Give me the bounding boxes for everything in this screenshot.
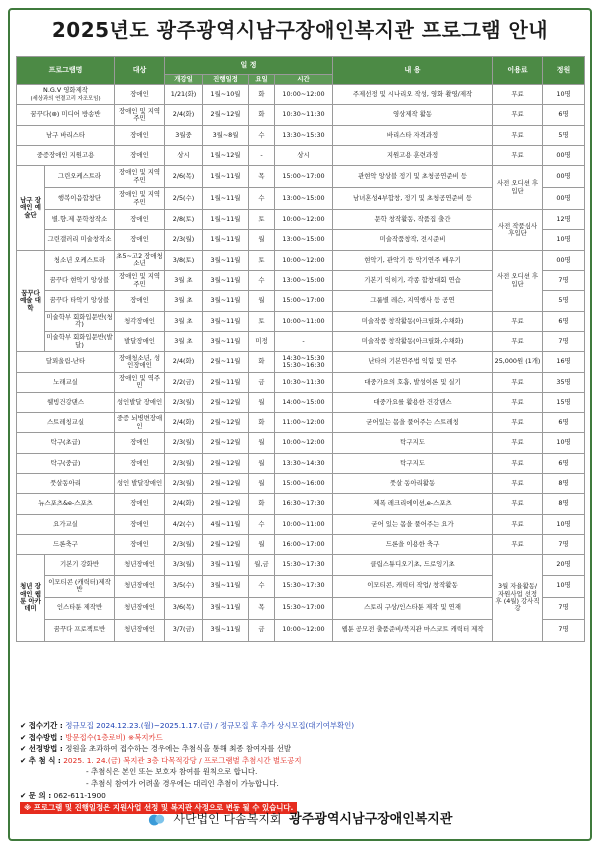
program-content: 이모티콘, 캐릭터 작업/ 창작활동 <box>333 575 493 597</box>
program-fee: 무료 <box>493 413 543 433</box>
program-content: 대중가요를 활용한 건강댄스 <box>333 392 493 412</box>
program-day: 화 <box>249 85 275 105</box>
program-capacity: 10명 <box>543 514 585 534</box>
program-period: 1월~11월 <box>203 188 249 210</box>
program-capacity: 10명 <box>543 230 585 250</box>
program-fee: 무료 <box>493 125 543 145</box>
table-row <box>17 534 585 554</box>
program-name: 꿈꾸다 타악기 앙상블 <box>45 291 115 311</box>
program-name: 남구 바리스타 <box>17 125 115 145</box>
program-open: 3월 초 <box>165 271 203 291</box>
program-fee: 무료 <box>493 494 543 514</box>
program-day: 화 <box>249 352 275 372</box>
program-capacity: 7명 <box>543 271 585 291</box>
program-capacity: 16명 <box>543 352 585 372</box>
program-name: 노래교실 <box>17 372 115 392</box>
program-period: 4월~11월 <box>203 514 249 534</box>
program-fee-merged: 사전 오디션 후 입단 <box>493 166 543 210</box>
program-capacity: 6명 <box>543 311 585 331</box>
program-target: 장애인 <box>115 453 165 473</box>
program-open: 3월중 <box>165 125 203 145</box>
table-row <box>17 494 585 514</box>
program-capacity: 6명 <box>543 453 585 473</box>
note-draw-detail-1: - 추첨식은 본인 또는 보호자 참여를 원칙으로 합니다. <box>86 767 258 777</box>
program-name: 그린오케스트라 <box>45 166 115 188</box>
program-fee: 무료 <box>493 474 543 494</box>
program-content: 영상제작 활동 <box>333 105 493 125</box>
table-row <box>17 105 585 125</box>
program-time: 10:00~12:00 <box>275 433 333 453</box>
program-time: 10:00~12:00 <box>275 250 333 270</box>
group-arts-troupe: 남구 장애인 예술단 <box>17 166 45 251</box>
program-content: 클립스튜디오기초, 드로잉기초 <box>333 555 493 575</box>
program-time: 15:30~17:30 <box>275 555 333 575</box>
program-open: 2/5(수) <box>165 188 203 210</box>
program-content: 관현악 앙상블 정기 및 초청공연준비 등 <box>333 166 493 188</box>
program-capacity: 00명 <box>543 145 585 165</box>
program-open: 2/3(월) <box>165 453 203 473</box>
program-name: 뉴스포츠&e-스포츠 <box>17 494 115 514</box>
program-time: 15:30~17:00 <box>275 597 333 619</box>
program-name: 별.향.제 문학창작소 <box>45 210 115 230</box>
program-target: 장애인 및 지역주민 <box>115 271 165 291</box>
program-period: 2월~12월 <box>203 494 249 514</box>
program-name: 달꾀울림-난타 <box>17 352 115 372</box>
program-name: 풋살동아리 <box>17 474 115 494</box>
program-fee: 무료 <box>493 453 543 473</box>
header-fee: 이용료 <box>493 57 543 85</box>
program-name: 미술학부 회화입문반(청각) <box>45 311 115 331</box>
program-open: 2/4(화) <box>165 494 203 514</box>
program-name: 탁구(중급) <box>17 453 115 473</box>
program-content: 문학 창작활동, 작품집 출간 <box>333 210 493 230</box>
program-time: 13:00~15:00 <box>275 271 333 291</box>
table-row <box>17 352 585 372</box>
program-content: 바리스타 자격과정 <box>333 125 493 145</box>
program-content: 드론을 이용한 축구 <box>333 534 493 554</box>
program-content: 굳어있는 몸을 풀어주는 스트레칭 <box>333 413 493 433</box>
program-day: 월 <box>249 230 275 250</box>
notes-section <box>20 720 580 814</box>
program-open: 2/2(금) <box>165 372 203 392</box>
table-row <box>17 474 585 494</box>
program-content: 현악기, 관악기 등 악기연주 배우기 <box>333 250 493 270</box>
program-time: 10:30~11:30 <box>275 372 333 392</box>
program-day: 수 <box>249 514 275 534</box>
program-period: 1월~12월 <box>203 145 249 165</box>
program-open: 2/3(월) <box>165 230 203 250</box>
program-content: 미술작품 창작활동(아크릴화,수채화) <box>333 331 493 351</box>
header-content: 내 용 <box>333 57 493 85</box>
program-time: 10:00~12:00 <box>275 210 333 230</box>
program-fee: 무료 <box>493 433 543 453</box>
program-day: 토 <box>249 311 275 331</box>
program-time: 16:00~17:00 <box>275 534 333 554</box>
program-capacity: 20명 <box>543 555 585 575</box>
program-target: 장애인 <box>115 145 165 165</box>
program-open: 2/6(목) <box>165 166 203 188</box>
program-period: 3월~11월 <box>203 291 249 311</box>
program-fee: 무료 <box>493 85 543 105</box>
program-period: 1월~11월 <box>203 166 249 188</box>
program-name: 청소년 오케스트라 <box>45 250 115 270</box>
program-time: 10:00~12:00 <box>275 85 333 105</box>
program-time: 16:30~17:30 <box>275 494 333 514</box>
program-capacity: 00명 <box>543 188 585 210</box>
program-open: 상시 <box>165 145 203 165</box>
program-content: 탁구지도 <box>333 453 493 473</box>
program-capacity: 15명 <box>543 392 585 412</box>
program-day: 금 <box>249 372 275 392</box>
program-open: 2/4(화) <box>165 105 203 125</box>
program-day: 화 <box>249 494 275 514</box>
note-contact: ✔ 문 의 : 062-611-1900 <box>20 790 106 800</box>
table-row <box>17 311 585 331</box>
program-period: 1월~10월 <box>203 85 249 105</box>
program-capacity: 00명 <box>543 166 585 188</box>
program-capacity: 7명 <box>543 331 585 351</box>
program-open: 4/2(수) <box>165 514 203 534</box>
program-open: 3/8(토) <box>165 250 203 270</box>
note-draw: ✔ 추 첨 식 : 2025. 1. 24.(금) 복지관 3층 다목적강당 / 프로그램별 추첨시간 별도공지 <box>20 755 302 765</box>
program-period: 2월~12월 <box>203 453 249 473</box>
program-target: 장애인 <box>115 85 165 105</box>
program-capacity: 6명 <box>543 105 585 125</box>
footer-corp-name: 사단법인 다솜복지회 <box>173 812 282 826</box>
program-capacity: 12명 <box>543 210 585 230</box>
program-target: 장애인 <box>115 230 165 250</box>
header-time: 시간 <box>275 75 333 85</box>
program-day: 목 <box>249 166 275 188</box>
header-day: 요일 <box>249 75 275 85</box>
program-day: 월 <box>249 453 275 473</box>
program-open: 3/7(금) <box>165 619 203 641</box>
program-content: 스토리 구상/인스타툰 제작 및 연재 <box>333 597 493 619</box>
table-row <box>17 166 585 188</box>
program-name: 탁구(초급) <box>17 433 115 453</box>
organization-logo-icon <box>148 811 166 829</box>
program-time: 15:00~16:00 <box>275 474 333 494</box>
program-open: 2/4(화) <box>165 352 203 372</box>
program-name: 요가교실 <box>17 514 115 534</box>
footer-org-name: 광주광역시남구장애인복지관 <box>289 812 453 827</box>
program-period: 3월~8월 <box>203 125 249 145</box>
program-content: 기본기 익히기, 각종 합창대회 연습 <box>333 271 493 291</box>
header-capacity: 정원 <box>543 57 585 85</box>
program-day: 목 <box>249 597 275 619</box>
program-day: 토 <box>249 250 275 270</box>
program-target: 청년장애인 <box>115 597 165 619</box>
program-day: 수 <box>249 125 275 145</box>
program-content: 지원고용 훈련과정 <box>333 145 493 165</box>
table-row <box>17 145 585 165</box>
program-open: 2/8(토) <box>165 210 203 230</box>
program-period: 2월~12월 <box>203 105 249 125</box>
program-day: 토 <box>249 210 275 230</box>
program-period: 3월~11월 <box>203 575 249 597</box>
table-row <box>17 372 585 392</box>
program-capacity: 7명 <box>543 619 585 641</box>
program-day: 월 <box>249 534 275 554</box>
program-day: 화 <box>249 413 275 433</box>
program-target: 장애청소년, 성인장애인 <box>115 352 165 372</box>
program-content: 미술작품창작, 전시준비 <box>333 230 493 250</box>
program-day: - <box>249 145 275 165</box>
program-day: 월,금 <box>249 555 275 575</box>
program-time: 상시 <box>275 145 333 165</box>
program-target: 성인발달 장애인 <box>115 392 165 412</box>
program-table-wrapper <box>16 56 584 642</box>
program-name: 꿈꾸다 프로젝트반 <box>45 619 115 641</box>
program-name: 그린갤러리 미술창작소 <box>45 230 115 250</box>
program-open: 3/3(월) <box>165 555 203 575</box>
note-draw-detail-2: - 추첨식 참여가 어려울 경우에는 대리인 추첨이 가능합니다. <box>86 778 279 788</box>
program-period: 2월~11월 <box>203 372 249 392</box>
program-time: 15:00~17:00 <box>275 166 333 188</box>
program-time: 13:30~15:30 <box>275 125 333 145</box>
program-fee-merged: 사전 작품심사 후입단 <box>493 210 543 251</box>
program-period: 3월~11월 <box>203 331 249 351</box>
program-content: 대중가요의 호흡, 발성이론 및 실기 <box>333 372 493 392</box>
program-target: 장애인 및 지역주민 <box>115 166 165 188</box>
program-table <box>16 56 585 642</box>
program-day: 월 <box>249 433 275 453</box>
table-row <box>17 453 585 473</box>
program-capacity: 7명 <box>543 597 585 619</box>
program-capacity: 10명 <box>543 433 585 453</box>
program-time: 15:30~17:30 <box>275 575 333 597</box>
page-title: 2025년도 광주광역시남구장애인복지관 프로그램 안내 <box>51 18 549 42</box>
program-period: 2월~12월 <box>203 433 249 453</box>
program-capacity: 10명 <box>543 575 585 597</box>
header-target: 대상 <box>115 57 165 85</box>
program-name: 인스타툰 제작반 <box>45 597 115 619</box>
program-day: 금 <box>249 619 275 641</box>
program-time: 14:30~15:30 15:30~16:30 <box>275 352 333 372</box>
program-open: 2/3(월) <box>165 433 203 453</box>
program-name: 행복이음합창단 <box>45 188 115 210</box>
program-name: 꿈꾸다 현악기 앙상블 <box>45 271 115 291</box>
program-open: 2/3(월) <box>165 474 203 494</box>
program-capacity: 8명 <box>543 474 585 494</box>
program-period: 1월~11월 <box>203 210 249 230</box>
program-period: 3월~11월 <box>203 250 249 270</box>
program-period: 2월~12월 <box>203 534 249 554</box>
program-target: 장애인 <box>115 291 165 311</box>
program-content: 미술작품 창작활동(아크릴화,수채화) <box>333 311 493 331</box>
program-name: N.G.V 영화제작 (세상과의 연결고리 자조모임) <box>17 85 115 105</box>
program-target: 청년장애인 <box>115 619 165 641</box>
program-target: 장애인 <box>115 125 165 145</box>
program-content: 남녀혼성4부합창, 정기 및 초청공연준비 등 <box>333 188 493 210</box>
program-fee-merged: 사전 오디션 후 입단 <box>493 250 543 311</box>
header-open-date: 개강일 <box>165 75 203 85</box>
header-program: 프로그램명 <box>17 57 115 85</box>
program-time: 11:00~12:00 <box>275 413 333 433</box>
program-time: 10:00~11:00 <box>275 311 333 331</box>
program-fee: 무료 <box>493 145 543 165</box>
table-row <box>17 392 585 412</box>
program-target: 청년장애인 <box>115 555 165 575</box>
program-fee: 무료 <box>493 311 543 331</box>
program-name: 기본기 강화반 <box>45 555 115 575</box>
note-warning-banner: ※ 프로그램 및 진행일정은 지원사업 선정 및 복지관 사정으로 변동 될 수 있습니다. <box>20 802 297 814</box>
program-fee: 25,000원 (1개) <box>493 352 543 372</box>
program-content: 웹툰 공모전 출품준비/북지관 마스코트 캐릭터 제작 <box>333 619 493 641</box>
program-time: 10:00~12:00 <box>275 619 333 641</box>
program-period: 3월~11월 <box>203 555 249 575</box>
program-day: 수 <box>249 271 275 291</box>
note-selection-method: ✔ 선정방법 : 정원을 초과하여 접수하는 경우에는 추첨식을 통해 최종 참여자를 선발 <box>20 744 292 754</box>
program-open: 3월 초 <box>165 331 203 351</box>
program-day: 월 <box>249 392 275 412</box>
program-rows <box>17 85 585 642</box>
program-capacity: 35명 <box>543 372 585 392</box>
program-content: 난타의 기본연주법 익힘 및 연주 <box>333 352 493 372</box>
note-apply-period: ✔ 접수기간 : 정규모집 2024.12.23.(월)~2025.1.17.(금) / 정규모집 후 추가 상시모집(대기여부확인) <box>20 721 355 730</box>
program-time: - <box>275 331 333 351</box>
program-target: 초5~고2 장애청소년 <box>115 250 165 270</box>
program-time: 15:00~17:00 <box>275 291 333 311</box>
program-open: 3월 초 <box>165 311 203 331</box>
program-day: 수 <box>249 188 275 210</box>
program-target: 발달장애인 <box>115 331 165 351</box>
program-fee: 무료 <box>493 372 543 392</box>
program-time: 10:00~11:00 <box>275 514 333 534</box>
program-name: 드론축구 <box>17 534 115 554</box>
program-name: 꿈꾸다(⊛) 미디어 방송반 <box>17 105 115 125</box>
program-content: 제폭 레크리에이션,e-스포츠 <box>333 494 493 514</box>
program-target: 장애인 <box>115 514 165 534</box>
table-row <box>17 125 585 145</box>
table-row <box>17 555 585 575</box>
program-period: 2월~12월 <box>203 413 249 433</box>
program-period: 2월~12월 <box>203 474 249 494</box>
table-row <box>17 250 585 270</box>
table-row <box>17 433 585 453</box>
footer <box>0 808 600 829</box>
program-period: 2월~12월 <box>203 392 249 412</box>
program-period: 1월~11월 <box>203 230 249 250</box>
note-apply-method: ✔ 접수방법 : 방문접수(1층로비) ※복지카드 <box>20 732 163 742</box>
program-open: 2/3(월) <box>165 392 203 412</box>
program-period: 3월~11월 <box>203 311 249 331</box>
program-fee: 무료 <box>493 392 543 412</box>
program-day: 수 <box>249 575 275 597</box>
group-webtoon-academy: 청년 장애인 웹툰 아카 데미 <box>17 555 45 641</box>
program-fee: 무료 <box>493 105 543 125</box>
program-capacity: 6명 <box>543 413 585 433</box>
program-target: 장애인 및 역주민 <box>115 372 165 392</box>
table-row <box>17 85 585 105</box>
program-fee-merged: 3월 자율활동/ 자원사업 선정 후 (4월) 강사직강 <box>493 555 543 641</box>
program-capacity: 00명 <box>543 250 585 270</box>
program-target: 중증 뇌병변장애인 <box>115 413 165 433</box>
program-open: 3/5(수) <box>165 575 203 597</box>
program-day: 미정 <box>249 331 275 351</box>
program-day: 월 <box>249 291 275 311</box>
program-time: 13:00~15:00 <box>275 230 333 250</box>
program-capacity: 5명 <box>543 291 585 311</box>
program-content: 탁구지도 <box>333 433 493 453</box>
table-row <box>17 514 585 534</box>
program-fee: 무료 <box>493 331 543 351</box>
program-time: 13:00~15:00 <box>275 188 333 210</box>
table-row <box>17 413 585 433</box>
program-target: 성인 발달장애인 <box>115 474 165 494</box>
header-schedule: 일 정 <box>165 57 333 75</box>
program-target: 장애인 및 지역주민 <box>115 188 165 210</box>
group-art-college: 꿈꾸다 예술 대학 <box>17 250 45 351</box>
program-capacity: 8명 <box>543 494 585 514</box>
program-period: 2월~11월 <box>203 352 249 372</box>
program-day: 화 <box>249 105 275 125</box>
table-row <box>17 210 585 230</box>
program-target: 청각장애인 <box>115 311 165 331</box>
program-name: 스트레칭교실 <box>17 413 115 433</box>
program-capacity: 10명 <box>543 85 585 105</box>
program-open: 3/6(목) <box>165 597 203 619</box>
program-day: 월 <box>249 474 275 494</box>
program-time: 14:00~15:00 <box>275 392 333 412</box>
program-period: 3월~11월 <box>203 597 249 619</box>
program-name: 웰빙건강댄스 <box>17 392 115 412</box>
program-target: 청년장애인 <box>115 575 165 597</box>
program-open: 1/21(화) <box>165 85 203 105</box>
program-time: 13:30~14:30 <box>275 453 333 473</box>
program-time: 10:30~11:30 <box>275 105 333 125</box>
header-period: 진행일정 <box>203 75 249 85</box>
program-content: 굳어 있는 몸을 풀어주는 요가 <box>333 514 493 534</box>
program-name: 중증장애인 지원고용 <box>17 145 115 165</box>
program-open: 3월 초 <box>165 291 203 311</box>
program-content: 풋살 동아리활동 <box>333 474 493 494</box>
program-content: 주제선정 및 시나리오 작성, 영화 촬영/제작 <box>333 85 493 105</box>
program-target: 장애인 <box>115 210 165 230</box>
program-open: 2/4(화) <box>165 413 203 433</box>
program-period: 3월~11월 <box>203 271 249 291</box>
program-name: 미술학부 회화입문반(발달) <box>45 331 115 351</box>
program-target: 장애인 <box>115 433 165 453</box>
program-target: 장애인 <box>115 494 165 514</box>
program-name: 이모티콘 (캐릭터)제작반 <box>45 575 115 597</box>
table-row <box>17 331 585 351</box>
program-content: 그룹별 레슨, 지역행사 등 공연 <box>333 291 493 311</box>
program-fee: 무료 <box>493 534 543 554</box>
program-open: 2/3(월) <box>165 534 203 554</box>
program-target: 장애인 <box>115 534 165 554</box>
program-target: 장애인 및 지역주민 <box>115 105 165 125</box>
program-period: 3월~11월 <box>203 619 249 641</box>
program-fee: 무료 <box>493 514 543 534</box>
program-capacity: 5명 <box>543 125 585 145</box>
program-capacity: 7명 <box>543 534 585 554</box>
